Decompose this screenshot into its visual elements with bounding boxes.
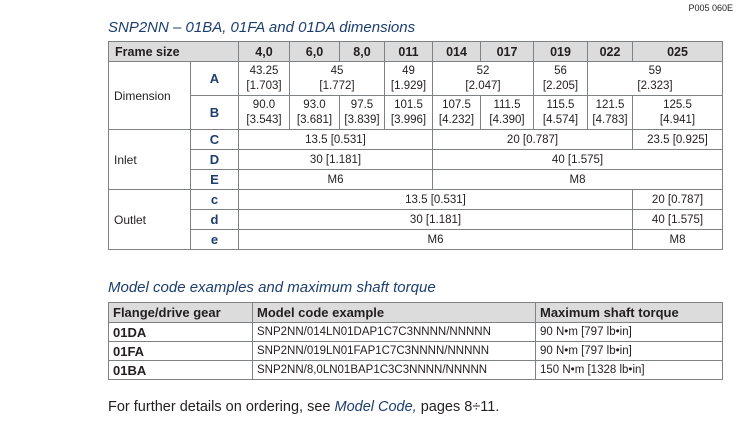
value-mm: 107.5 <box>442 98 471 111</box>
dimension-cell <box>481 96 534 130</box>
value-inch: [1.772] <box>319 79 355 92</box>
value-inch: [4.783] <box>592 113 628 126</box>
table-row-E <box>109 170 723 190</box>
model-code-header-row <box>109 303 723 323</box>
dimension-cell <box>290 62 385 96</box>
dimension-cell: 30 [1.181] <box>239 210 633 230</box>
value-mm: 56 <box>554 64 567 77</box>
value-mm: 111.5 <box>493 98 521 111</box>
model-code-reference: Model Code, <box>334 399 417 415</box>
value-inch: [2.047] <box>465 79 501 92</box>
row-letter-d: d <box>191 210 239 230</box>
document-reference: P005 060E <box>688 3 733 13</box>
value-mm: 93.0 <box>303 98 326 111</box>
table-row-d <box>109 210 723 230</box>
dimension-cell: 13.5 [0.531] <box>239 190 633 210</box>
dimension-cell <box>239 96 290 130</box>
dimension-cell <box>385 62 433 96</box>
table-row <box>109 323 723 342</box>
row-letter-e: e <box>191 230 239 250</box>
dimensions-table <box>108 41 723 250</box>
model-code-table <box>108 302 723 380</box>
frame-size-header: 8,0 <box>340 42 385 62</box>
row-letter-c: c <box>191 190 239 210</box>
table-row-e <box>109 230 723 250</box>
table-row-B <box>109 96 723 130</box>
row-letter-C: C <box>191 130 239 150</box>
model-code-example: SNP2NN/8,0LN01BAP1C3C3NNNN/NNNNN <box>253 361 536 380</box>
value-mm: 101.5 <box>394 98 423 111</box>
row-letter-A: A <box>191 62 239 96</box>
group-label-inlet: Inlet <box>109 130 191 190</box>
table-row-C <box>109 130 723 150</box>
dimensions-table-title: SNP2NN – 01BA, 01FA and 01DA dimensions <box>108 19 416 36</box>
dimension-cell <box>290 96 340 130</box>
value-mm: 125.5 <box>663 98 692 111</box>
value-inch: [2.323] <box>637 79 673 92</box>
dimensions-header-row <box>109 42 723 62</box>
table-row-D <box>109 150 723 170</box>
row-letter-D: D <box>191 150 239 170</box>
max-shaft-torque: 90 N•m [797 lb•in] <box>536 342 723 361</box>
column-header: Model code example <box>253 303 536 323</box>
dimension-cell: 20 [0.787] <box>633 190 723 210</box>
frame-size-header: 022 <box>588 42 633 62</box>
frame-size-label: Frame size <box>109 42 239 62</box>
dimension-cell <box>588 62 723 96</box>
dimension-cell <box>433 96 481 130</box>
dimension-cell: M8 <box>633 230 723 250</box>
flange-drive-gear: 01FA <box>109 342 253 361</box>
frame-size-header: 017 <box>481 42 534 62</box>
value-inch: [4.232] <box>438 113 475 126</box>
table-row-A <box>109 62 723 96</box>
value-inch: [3.839] <box>344 113 380 126</box>
dimension-cell: 23.5 [0.925] <box>633 130 723 150</box>
value-inch: [1.929] <box>390 79 427 92</box>
value-mm: 115.5 <box>546 98 575 111</box>
column-header: Maximum shaft torque <box>536 303 723 323</box>
dimension-cell <box>534 96 588 130</box>
model-code-example: SNP2NN/019LN01FAP1C7C3NNNN/NNNNN <box>253 342 536 361</box>
dimension-cell <box>633 96 723 130</box>
model-code-example: SNP2NN/014LN01DAP1C7C3NNNN/NNNNN <box>253 323 536 342</box>
ordering-note <box>108 399 499 415</box>
value-inch: [2.205] <box>542 79 579 92</box>
column-header: Flange/drive gear <box>109 303 253 323</box>
value-inch: [4.574] <box>542 113 579 126</box>
frame-size-header: 011 <box>385 42 433 62</box>
dimension-cell <box>588 96 633 130</box>
dimension-cell <box>239 62 290 96</box>
flange-drive-gear: 01DA <box>109 323 253 342</box>
value-inch: [4.941] <box>659 113 696 126</box>
dimension-cell <box>433 62 534 96</box>
value-mm: 49 <box>402 64 415 77</box>
value-mm: 43.25 <box>249 64 279 77</box>
row-letter-E: E <box>191 170 239 190</box>
table-row-c <box>109 190 723 210</box>
value-mm: 97.5 <box>350 98 374 111</box>
dimension-cell: 40 [1.575] <box>633 210 723 230</box>
value-inch: [3.996] <box>390 113 427 126</box>
dimension-cell <box>340 96 385 130</box>
value-mm: 52 <box>476 64 490 77</box>
value-mm: 121.5 <box>595 98 625 111</box>
value-inch: [4.390] <box>489 113 525 126</box>
dimension-cell <box>534 62 588 96</box>
table-row <box>109 342 723 361</box>
dimension-cell: M6 <box>239 170 433 190</box>
dimension-cell: 30 [1.181] <box>239 150 433 170</box>
frame-size-header: 4,0 <box>239 42 290 62</box>
value-mm: 45 <box>330 64 344 77</box>
note-text: For further details on ordering, see <box>108 399 335 415</box>
frame-size-header: 014 <box>433 42 481 62</box>
group-label-outlet: Outlet <box>109 190 191 250</box>
model-code-table-title: Model code examples and maximum shaft torque <box>108 279 436 296</box>
value-mm: 59 <box>648 64 662 77</box>
flange-drive-gear: 01BA <box>109 361 253 380</box>
dimension-cell <box>385 96 433 130</box>
frame-size-header: 019 <box>534 42 588 62</box>
group-label-dimension: Dimension <box>109 62 191 130</box>
note-pages: pages 8÷11. <box>416 399 500 415</box>
max-shaft-torque: 150 N•m [1328 lb•in] <box>536 361 723 380</box>
dimension-cell: 13.5 [0.531] <box>239 130 433 150</box>
frame-size-header: 025 <box>633 42 723 62</box>
value-inch: [3.681] <box>296 113 333 126</box>
max-shaft-torque: 90 N•m [797 lb•in] <box>536 323 723 342</box>
value-inch: [1.703] <box>246 79 282 92</box>
value-inch: [3.543] <box>246 113 282 126</box>
table-row <box>109 361 723 380</box>
frame-size-header: 6,0 <box>290 42 340 62</box>
dimension-cell: M6 <box>239 230 633 250</box>
row-letter-B: B <box>191 96 239 130</box>
dimension-cell: 20 [0.787] <box>433 130 633 150</box>
value-mm: 90.0 <box>252 98 276 111</box>
dimension-cell: 40 [1.575] <box>433 150 723 170</box>
dimension-cell: M8 <box>433 170 723 190</box>
